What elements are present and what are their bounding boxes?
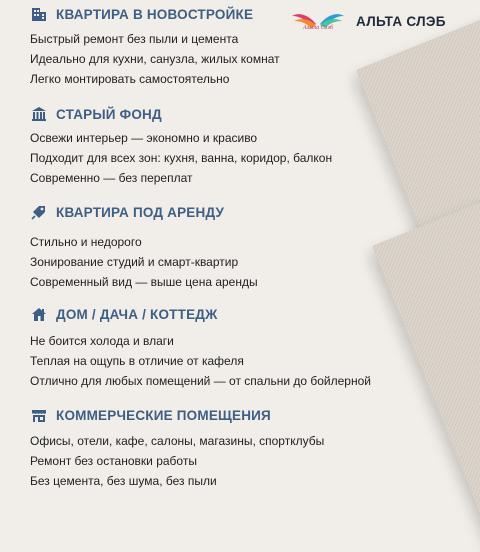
section-rental (30, 202, 258, 292)
list-item: Не боится холода и влаги (30, 334, 174, 348)
section-old-fund (30, 104, 332, 188)
list-item: Ремонт без остановки работы (30, 454, 197, 468)
building-icon (30, 5, 48, 23)
key-tag-icon (30, 203, 48, 221)
list-item: Теплая на ощупь в отличие от кафеля (30, 354, 244, 368)
list-item: Освежи интерьер — экономно и красиво (30, 131, 258, 145)
list-item: Стильно и недорого (30, 235, 142, 249)
section-new-building (30, 4, 280, 89)
section-title: КОММЕРЧЕСКИЕ ПОМЕЩЕНИЯ (56, 407, 271, 423)
section-title: ДОМ / ДАЧА / КОТТЕДЖ (56, 306, 218, 322)
list-item: Подходит для всех зон: кухня, ванна, коридор, балкон (30, 151, 333, 165)
shop-icon (30, 406, 48, 424)
section-commercial (30, 405, 324, 491)
section-house (30, 304, 371, 391)
list-item: Быстрый ремонт без пыли и цемента (30, 32, 239, 46)
logo-text: Альта Слэб (302, 25, 334, 31)
section-title: КВАРТИРА В НОВОСТРОЙКЕ (56, 6, 254, 22)
section-title: СТАРЫЙ ФОНД (56, 106, 162, 122)
house-icon (30, 305, 48, 323)
section-title: КВАРТИРА ПОД АРЕНДУ (56, 204, 225, 220)
list-item: Легко монтировать самостоятельно (30, 72, 230, 86)
classical-building-icon (30, 105, 48, 123)
list-item: Современный вид — выше цена аренды (30, 275, 258, 289)
brand-name: АЛЬТА СЛЭБ (356, 13, 446, 29)
list-item: Отлично для любых помещений — от спальни до бойлерной (30, 374, 371, 388)
wings-logo-icon (290, 8, 346, 34)
list-item: Офисы, отели, кафе, салоны, магазины, спортклубы (30, 434, 325, 448)
brand (290, 8, 446, 34)
list-item: Без цемента, без шума, без пыли (30, 474, 217, 488)
list-item: Современно — без переплат (30, 171, 193, 185)
list-item: Идеально для кухни, санузла, жилых комнат (30, 52, 280, 66)
list-item: Зонирование студий и смарт-квартир (30, 255, 239, 269)
